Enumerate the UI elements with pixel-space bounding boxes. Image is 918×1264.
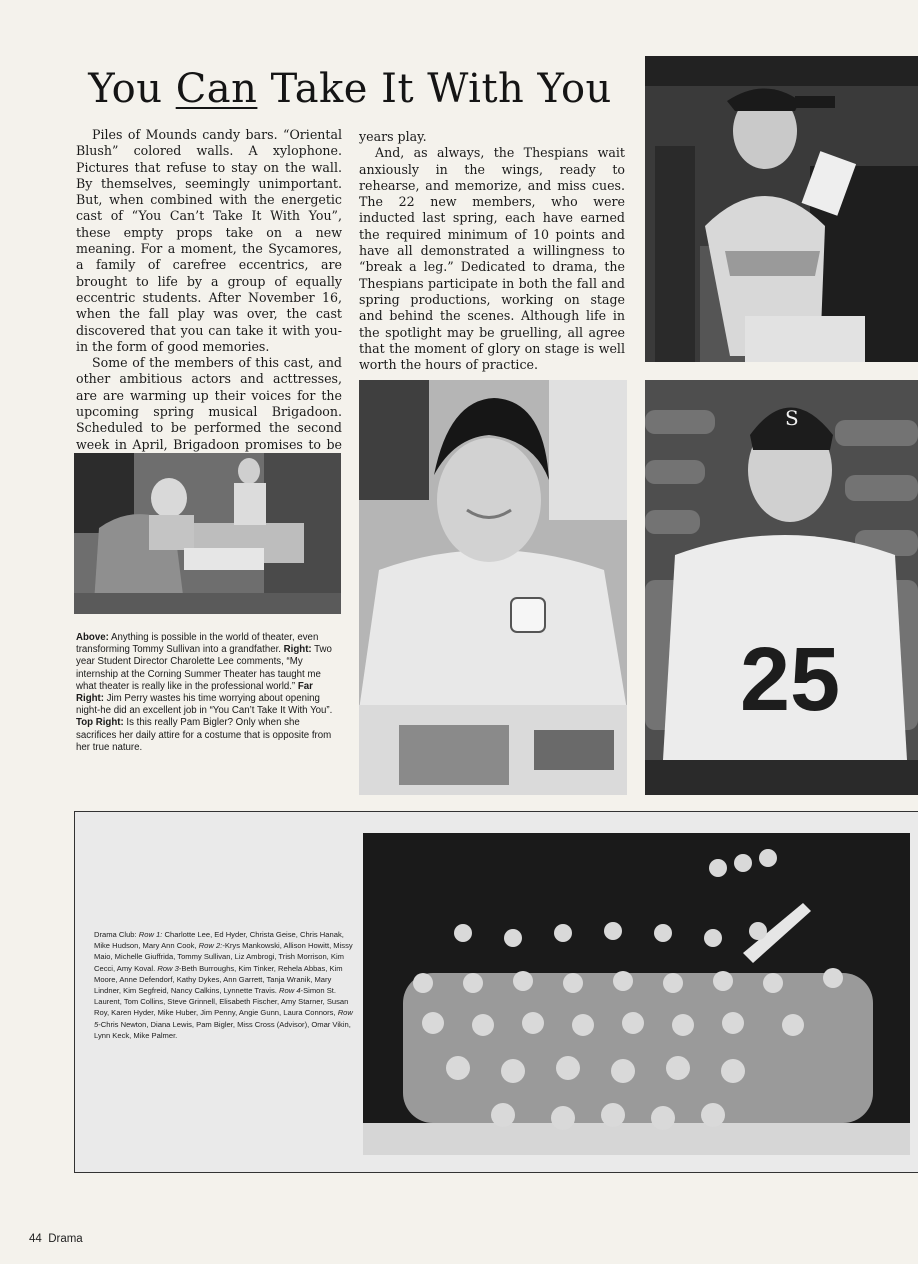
photo-caption: Above: Anything is possible in the world of theater, even transforming Tommy Sullivan into a grandfather. Right: Two year Student Director Charolette Lee comments, “My internship at the Corning Summer Theater has taught me what theater is really like in the professional world.” Far Right: Jim Perry wastes his time worrying about opening night-he did an excellent job in “You Can’t Take It With You”. Top Right: Is this really Pam Bigler? Only when she sacrifices her daily attire for a costume that is opposite from her true nature. [76, 632, 333, 753]
caption-label-top-right: Top Right: [76, 717, 124, 729]
article-paragraph-2: Some of the members of this cast, and other ambitious actors and acttresses, are are warming up their voices for the upcoming spring musical Brigadoon. Scheduled to be performed the second week in April, Brigadoon promises to be [76, 355, 342, 452]
article-paragraph-3: years play. [359, 129, 427, 144]
photo-top-right [645, 56, 918, 362]
drama-club-caption: Drama Club: Row 1: Charlotte Lee, Ed Hyder, Christa Geise, Chris Hanak, Mike Hudson, Mary Ann Cook, Row 2:-Krys Mankowski, Allison Howitt, Missy Maio, Michelle Giuffrida, Tommy Sullivan, Liz Ambrogi, Trish Morrison, Kim Cecci, Amy Koval. Row 3-Beth Burroughs, Kim Tinker, Rehela Abbas, Kim Moore, Anne Defendorf, Kathy Dykes, Ann Garrett, Tanja Wranik, Mary Lindner, Kim Segfreid, Nancy Calkins, Lynnette Travis. Row 4-Simon St. Laurent, Tom Collins, Steve Grinnell, Elisabeth Fischer, Amy Starner, Susan Roy, Karen Hyder, Mike Huber, Jim Penny, Angie Gunn, Laura Connors, Row 5-Chris Newton, Diana Lewis, Pam Bigler, Miss Cross (Advisor), Omar Vikin, Lynn Keck, Mike Palmer. [94, 930, 353, 1040]
caption-label-far-right: Far Right: [76, 680, 313, 705]
row-label: Row 4 [279, 986, 301, 996]
caption-label-above: Above: [76, 632, 109, 643]
article-paragraph-1: Piles of Mounds candy bars. “Oriental Blush” colored walls. A xylophone. Pictures that refuse to stay on the wall. By themselves, seemingly unimportant. But, when combined with the energetic cast of “You Can’t Take It With You”, these empty props take on a new meaning. For a moment, the Sycamores, a family of carefree eccentrics, are brought to life by a group of equally eccentric students. After November 16, when the fall play was over, the cast discovered that you can take it with you- in the form of good memories. [76, 127, 342, 354]
photo-drama-club-group [363, 833, 910, 1155]
article-paragraph-4: And, as always, the Thespians wait anxiously in the wings, ready to rehearse, and memorize, and miss cues. The 22 new members, who were inducted last spring, each have earned the required minimum of 10 points and have all demonstrated a willingness to “break a leg.” Dedicated to drama, the Thespians participate in both the fall and spring productions, working on stage and behind the scenes. Although life in the spotlight may be gruelling, all agree that the moment of glory on stage is well worth the hours of practice. [359, 145, 625, 373]
article-column-2 [359, 129, 625, 373]
page-number: 44 [29, 1233, 42, 1245]
svg-text:S: S [785, 406, 799, 430]
page-footer [29, 1233, 83, 1245]
section-name: Drama [48, 1233, 83, 1245]
row-label: Row 2: [198, 941, 223, 951]
photo-far-right [645, 380, 918, 795]
row-label: Row 1: [138, 930, 163, 939]
title-underlined-word: Can [175, 66, 258, 112]
photo-right [359, 380, 627, 795]
page-title: You Can Take It With You [88, 66, 612, 112]
row-label: Row 3 [157, 963, 179, 973]
svg-text:25: 25 [740, 630, 841, 730]
article-column-1 [76, 127, 342, 469]
photo-above [74, 453, 341, 614]
caption-label-right: Right: [283, 644, 312, 656]
row-label: Row 5 [94, 1008, 353, 1029]
